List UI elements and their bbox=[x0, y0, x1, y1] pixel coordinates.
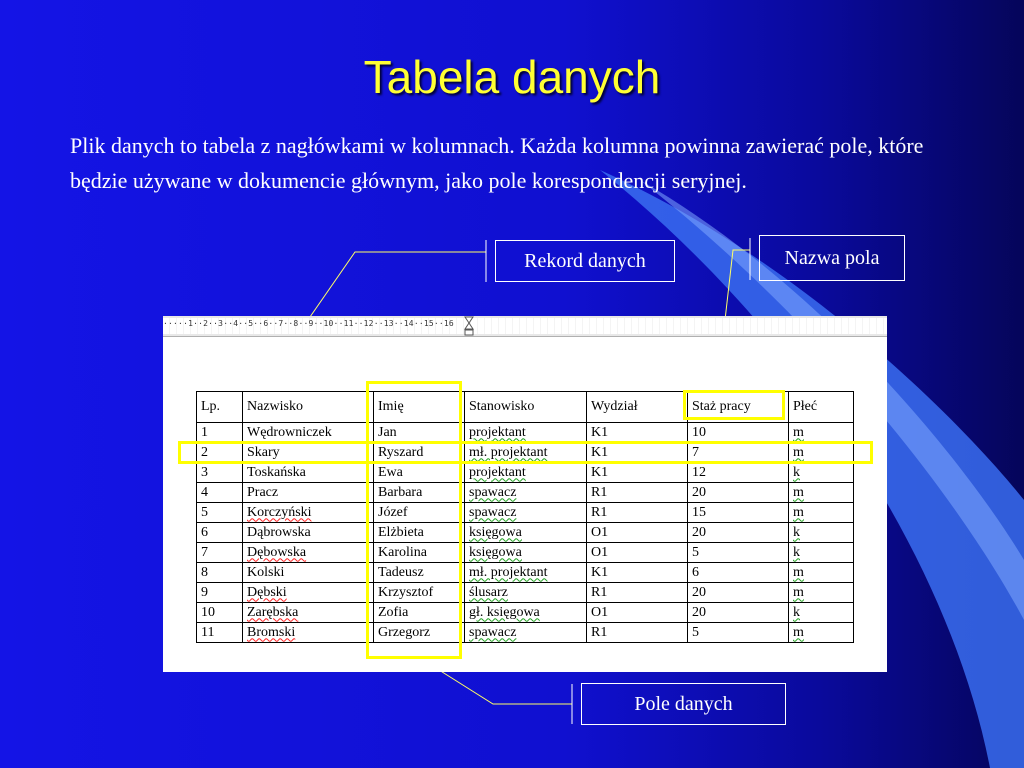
table-cell: 6 bbox=[197, 523, 243, 543]
table-cell: Karolina bbox=[374, 543, 465, 563]
table-cell: R1 bbox=[587, 483, 688, 503]
table-header-cell: Staż pracy bbox=[688, 392, 789, 423]
record-callout-label: Rekord danych bbox=[524, 250, 646, 272]
table-cell: 4 bbox=[197, 483, 243, 503]
table-row bbox=[197, 623, 854, 643]
table-cell: K1 bbox=[587, 563, 688, 583]
table-cell: k bbox=[789, 603, 854, 623]
table-header-cell: Płeć bbox=[789, 392, 854, 423]
table-header-cell: Stanowisko bbox=[465, 392, 587, 423]
table-cell: 9 bbox=[197, 583, 243, 603]
table-cell: Dębowska bbox=[243, 543, 374, 563]
table-cell: Bromski bbox=[243, 623, 374, 643]
table-cell: Wędrowniczek bbox=[243, 423, 374, 443]
table-cell: 6 bbox=[688, 563, 789, 583]
table-cell: 5 bbox=[688, 543, 789, 563]
table-header-cell: Wydział bbox=[587, 392, 688, 423]
field-name-callout bbox=[759, 235, 905, 281]
table-cell: Kolski bbox=[243, 563, 374, 583]
slide-body-text: Plik danych to tabela z nagłówkami w kolumnach. Każda kolumna powinna zawierać pole, które będzie używane w dokumencie głównym, jako pole korespondencji seryjnej. bbox=[70, 133, 924, 193]
table-header-cell: Nazwisko bbox=[243, 392, 374, 423]
table-cell: 1 bbox=[197, 423, 243, 443]
table-cell: m bbox=[789, 443, 854, 463]
table-cell: m bbox=[789, 423, 854, 443]
table-cell: spawacz bbox=[465, 503, 587, 523]
ruler-numbers: ·····1··2··3··4··5··6··7··8··9··10··11··12··13··14··15··16 bbox=[163, 319, 454, 328]
table-row bbox=[197, 523, 854, 543]
table-cell: K1 bbox=[587, 423, 688, 443]
table-cell: Skary bbox=[243, 443, 374, 463]
highlight-record-row bbox=[178, 441, 873, 464]
table-cell: k bbox=[789, 523, 854, 543]
table-cell: projektant bbox=[465, 463, 587, 483]
table-row bbox=[197, 423, 854, 443]
table-cell: m bbox=[789, 503, 854, 523]
table-cell: 7 bbox=[197, 543, 243, 563]
table-cell: K1 bbox=[587, 443, 688, 463]
table-cell: spawacz bbox=[465, 483, 587, 503]
horizontal-ruler bbox=[163, 316, 887, 337]
table-cell: 15 bbox=[688, 503, 789, 523]
data-table bbox=[196, 391, 854, 643]
table-cell: Zarębska bbox=[243, 603, 374, 623]
table-cell: Jan bbox=[374, 423, 465, 443]
table-cell: 10 bbox=[688, 423, 789, 443]
table-cell: Ryszard bbox=[374, 443, 465, 463]
table-cell: gł. księgowa bbox=[465, 603, 587, 623]
table-cell: ślusarz bbox=[465, 583, 587, 603]
table-cell: m bbox=[789, 583, 854, 603]
table-cell: R1 bbox=[587, 583, 688, 603]
table-cell: R1 bbox=[587, 503, 688, 523]
data-field-callout-label: Pole danych bbox=[634, 693, 733, 715]
table-cell: 5 bbox=[197, 503, 243, 523]
table-cell: m bbox=[789, 623, 854, 643]
table-cell: O1 bbox=[587, 543, 688, 563]
table-cell: 20 bbox=[688, 483, 789, 503]
table-row bbox=[197, 543, 854, 563]
tab-stop-marker-icon bbox=[464, 316, 474, 336]
table-cell: 20 bbox=[688, 603, 789, 623]
table-row bbox=[197, 463, 854, 483]
table-cell: 20 bbox=[688, 583, 789, 603]
table-row bbox=[197, 563, 854, 583]
table-cell: k bbox=[789, 463, 854, 483]
table-cell: mł. projektant bbox=[465, 443, 587, 463]
table-cell: spawacz bbox=[465, 623, 587, 643]
table-cell: K1 bbox=[587, 463, 688, 483]
highlight-data-field-column bbox=[366, 381, 462, 659]
table-row bbox=[197, 603, 854, 623]
table-cell: mł. projektant bbox=[465, 563, 587, 583]
table-row bbox=[197, 483, 854, 503]
table-cell: R1 bbox=[587, 623, 688, 643]
table-cell: Korczyński bbox=[243, 503, 374, 523]
table-cell: 11 bbox=[197, 623, 243, 643]
document-screenshot bbox=[163, 316, 887, 672]
table-cell: 3 bbox=[197, 463, 243, 483]
table-cell: 12 bbox=[688, 463, 789, 483]
table-cell: Dębski bbox=[243, 583, 374, 603]
table-cell: Józef bbox=[374, 503, 465, 523]
table-cell: Krzysztof bbox=[374, 583, 465, 603]
table-cell: 10 bbox=[197, 603, 243, 623]
table-header-cell: Lp. bbox=[197, 392, 243, 423]
table-cell: Dąbrowska bbox=[243, 523, 374, 543]
table-cell: Zofia bbox=[374, 603, 465, 623]
table-cell: O1 bbox=[587, 523, 688, 543]
slide-title: Tabela danych bbox=[363, 51, 661, 103]
table-cell: projektant bbox=[465, 423, 587, 443]
table-cell: 2 bbox=[197, 443, 243, 463]
table-cell: m bbox=[789, 563, 854, 583]
data-field-callout bbox=[581, 683, 786, 725]
table-cell: 7 bbox=[688, 443, 789, 463]
highlight-field-name-cell bbox=[683, 390, 785, 420]
table-cell: Toskańska bbox=[243, 463, 374, 483]
table-cell: k bbox=[789, 543, 854, 563]
table-cell: Grzegorz bbox=[374, 623, 465, 643]
field-name-callout-label: Nazwa pola bbox=[784, 247, 880, 269]
table-cell: O1 bbox=[587, 603, 688, 623]
table-cell: Elżbieta bbox=[374, 523, 465, 543]
table-row bbox=[197, 503, 854, 523]
table-header-cell: Imię bbox=[374, 392, 465, 423]
table-cell: 5 bbox=[688, 623, 789, 643]
table-cell: księgowa bbox=[465, 543, 587, 563]
table-cell: 8 bbox=[197, 563, 243, 583]
table-cell: m bbox=[789, 483, 854, 503]
table-cell: księgowa bbox=[465, 523, 587, 543]
table-cell: Pracz bbox=[243, 483, 374, 503]
table-cell: Tadeusz bbox=[374, 563, 465, 583]
table-cell: Barbara bbox=[374, 483, 465, 503]
record-callout bbox=[495, 240, 675, 282]
table-cell: 20 bbox=[688, 523, 789, 543]
table-cell: Ewa bbox=[374, 463, 465, 483]
table-row bbox=[197, 583, 854, 603]
